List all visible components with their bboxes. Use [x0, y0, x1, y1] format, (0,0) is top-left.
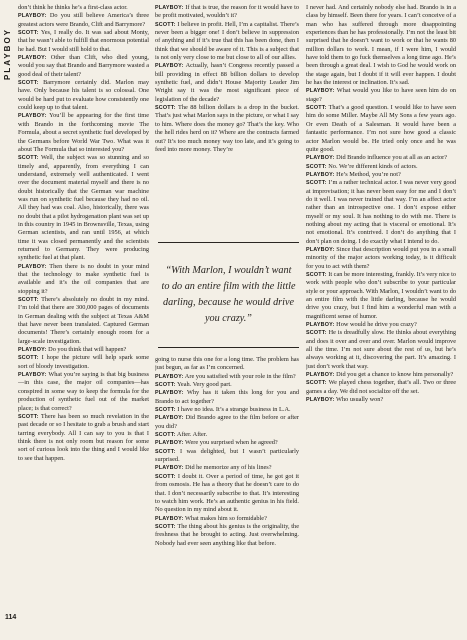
speaker-label: SCOTT:	[18, 355, 39, 362]
interview-paragraph	[155, 373, 299, 381]
paragraph-text: Then there is no doubt in your mind that the technology to make synthetic fuel is available and it’s the oil companies that are stopping it?	[18, 262, 149, 295]
paragraph-text: After. After.	[176, 431, 208, 439]
interview-paragraph	[155, 473, 299, 515]
interview-paragraph	[155, 356, 299, 373]
paragraph-text: Were you surprised when he agreed?	[185, 439, 278, 447]
speaker-label: SCOTT:	[155, 105, 176, 112]
interview-paragraph	[155, 515, 299, 523]
speaker-label: PLAYBOY:	[155, 515, 184, 522]
speaker-label: SCOTT:	[155, 382, 176, 389]
interview-paragraph	[18, 371, 149, 413]
interview-paragraph	[306, 104, 456, 154]
speaker-label: PLAYBOY:	[18, 13, 47, 20]
paragraph-text: The thing about his genius is the originality, the freshness that he brought to acting. Just overwhelming. Nobody had ever seen anything like that before.	[155, 522, 299, 547]
paragraph-text: I never had. And certainly nobody else had. Brando is in a class by himself. Been there for years. I can’t conceive of a man who has suffered through more disappointing experiences than he has professionally. I’m not the least bit surprised that he doesn’t want to work or that he wants 80 million dollars to work. I mean, if I were him, I would have told them to go fuck themselves a long time ago. He’s been through a great deal. I wish to God he would work on the stage again, but I doubt if it will ever happen. I doubt he has the interest or inclination. It’s sad.	[306, 4, 456, 87]
paragraph-text: That’s a good question. I would like to have seen him do some Miller. Maybe All My Sons a few years ago. Or even Death of a Salesman. It would have been a fantastic performance. I’m not sure how good a classic actor Marlon would be. He tried only once and he was quite good.	[306, 104, 456, 153]
paragraph-text: Since that description would put you in a small minority of the major actors working today, is it difficult for you to act with them?	[306, 245, 456, 270]
speaker-label: SCOTT:	[18, 297, 39, 304]
speaker-label: SCOTT:	[18, 413, 39, 420]
interview-paragraph	[306, 329, 456, 371]
speaker-label: SCOTT:	[155, 21, 176, 28]
interview-paragraph	[18, 346, 149, 354]
speaker-label: PLAYBOY:	[155, 390, 184, 397]
interview-paragraph	[155, 439, 299, 447]
paragraph-text: Who usually won?	[336, 396, 384, 404]
speaker-label: PLAYBOY:	[306, 246, 335, 253]
interview-paragraph	[18, 12, 149, 29]
text-column-1	[18, 4, 149, 604]
paragraph-text: What makes him so formidable?	[185, 514, 267, 522]
interview-paragraph	[155, 21, 299, 63]
interview-paragraph	[306, 4, 456, 87]
interview-paragraph	[155, 381, 299, 389]
speaker-label: PLAYBOY:	[306, 155, 335, 162]
speaker-label: SCOTT:	[306, 272, 327, 278]
speaker-label: SCOTT:	[306, 163, 327, 170]
paragraph-text: Did Brando influence you at all as an actor?	[336, 154, 447, 162]
text-column-3	[306, 4, 456, 604]
interview-paragraph	[18, 54, 149, 79]
paragraph-text: Do you think that will happen?	[48, 346, 127, 354]
speaker-label: PLAYBOY:	[18, 263, 47, 270]
speaker-label: PLAYBOY:	[18, 55, 47, 62]
interview-paragraph	[18, 112, 149, 154]
interview-paragraph	[155, 406, 299, 414]
interview-paragraph	[18, 413, 149, 463]
interview-paragraph	[18, 29, 149, 54]
speaker-label: SCOTT:	[306, 180, 327, 187]
speaker-label: SCOTT:	[155, 473, 176, 480]
speaker-label: PLAYBOY:	[155, 373, 184, 380]
text-column-2-bottom	[155, 356, 299, 606]
interview-paragraph	[306, 87, 456, 104]
interview-paragraph	[306, 163, 456, 171]
interview-paragraph	[18, 154, 149, 262]
paragraph-text: don’t think he thinks he’s a first-class actor.	[18, 4, 128, 11]
interview-paragraph	[155, 464, 299, 472]
paragraph-text: He is dreadfully slow. He thinks about everything and does it over and over and over. Marlon would improve all the time. I’m not sure about the rest of us, but he’s always working at it, discovering the part. It’s amazing. I just don’t work that way.	[306, 329, 456, 370]
interview-paragraph	[306, 396, 456, 404]
paragraph-text: No. We’re different kinds of actors.	[328, 162, 418, 170]
speaker-label: SCOTT:	[18, 155, 39, 162]
paragraph-text: How would he drive you crazy?	[336, 321, 417, 329]
paragraph-text: I doubt it. Over a period of time, he got got it from osmosis. He has a theory that he doesn’t care to do that. I don’t necessarily subscribe to that. It’s interesting to watch him work. He’s an authentic genius in his field. No question in my mind about it.	[155, 472, 299, 514]
interview-paragraph	[306, 171, 456, 179]
speaker-label: PLAYBOY:	[306, 322, 335, 329]
magazine-name-label: PLAYBOY	[3, 28, 12, 80]
text-column-2-top	[155, 4, 299, 234]
paragraph-text: Other than Clift, who died young, would you say that Brando and Barrymore wasted a good deal of their talent?	[18, 54, 149, 78]
paragraph-text: Are you satisfied with your role in the film?	[184, 372, 296, 380]
speaker-label: PLAYBOY:	[306, 397, 335, 404]
speaker-label: PLAYBOY:	[18, 347, 47, 354]
paragraph-text: The 88 billion dollars is a drop in the bucket. That’s just what Marlon says in the picture, or what I say to him. Where does the money go? That’s the key. Who the hell rides herd on it? Where are the contracts farmed out? It’s too much money way too late, and it’s going to feed into more money. They’re	[155, 104, 299, 153]
paragraph-text: It can be more interesting, frankly. It’s very nice to work with people who don’t subscribe to your particular style or your approach. With Marlon, I wouldn’t want to do an entire film with the little darling, because he would drive you crazy, but I find him a wonderful man with a magnificent sense of humor.	[306, 271, 456, 320]
speaker-label: SCOTT:	[18, 30, 39, 37]
paragraph-text: There’s absolutely no doubt in my mind. I’m told that there are 300,000 pages of documents in German dealing with the subject at Texas A&M that have never been translated. Captured German documents! There’s certainly enough room for a large-scale investigation.	[18, 296, 149, 345]
paragraph-text: going to nurse this one for a long time. The problem has just begun, as far as I’m concerned.	[155, 356, 299, 372]
speaker-label: PLAYBOY:	[306, 88, 335, 95]
paragraph-text: If that is true, the reason for it would have to be profit motivated, wouldn’t it?	[155, 4, 299, 20]
speaker-label: SCOTT:	[18, 80, 39, 87]
speaker-label: SCOTT:	[155, 448, 176, 455]
paragraph-text: Did he memorize any of his lines?	[185, 464, 272, 472]
paragraph-text: I believe in profit. Hell, I’m a capitalist. There’s never been a bigger one! I don’t believe in suppression of anything and if it’s true that this has been done, then I think that we should be aware of it. This is a subject that is not only very close to me but close to all of our allies.	[155, 20, 299, 62]
interview-paragraph	[18, 296, 149, 346]
paragraph-text: You’ll be appearing for the first time with Brando in the forthcoming movie The Formula, about a secret synthetic fuel developed by the Germans before World War Two. What was it about The Formula that so interested you?	[18, 112, 149, 153]
speaker-label: PLAYBOY:	[306, 372, 335, 379]
interview-paragraph	[306, 246, 456, 271]
speaker-label: PLAYBOY:	[18, 372, 47, 379]
paragraph-text: I hope the picture will help spark some sort of bloody investigation.	[18, 354, 149, 370]
speaker-label: SCOTT:	[306, 330, 327, 337]
interview-paragraph	[306, 321, 456, 329]
speaker-label: SCOTT:	[306, 105, 327, 112]
interview-paragraph	[306, 379, 456, 396]
interview-paragraph	[155, 389, 299, 406]
interview-paragraph	[18, 263, 149, 296]
speaker-label: PLAYBOY:	[155, 440, 184, 447]
paragraph-text: Barrymore certainly did. Marlon may have. Only because his talent is so colossal. One would be hard put to evaluate how consistently one could keep up to that talent.	[18, 79, 149, 112]
paragraph-text: Well, the subject was so stunning and so timely and, apparently, from everything I can understand, extremely well authenticated. I went over the document material myself and there is no doubt historically that the German war machine was run on synthetic fuel because they had no oil. All they had was coal. Also, historically, there was no doubt that a pilot hydrogenation plant was set up in this country in 1945 in Brownsville, Texas, using German scientists, and ran until 1956, at which time it was closed permanently and the scientists returned to Germany. They were producing synthetic fuel at that plant.	[18, 154, 149, 262]
paragraph-text: Why has it taken this long for you and Brando to act together?	[155, 389, 299, 405]
speaker-label: SCOTT:	[155, 407, 176, 414]
paragraph-text: Did Brando agree to the film before or after you did?	[155, 414, 299, 430]
speaker-label: PLAYBOY:	[155, 415, 184, 422]
pull-quote	[158, 242, 299, 348]
speaker-label: PLAYBOY:	[155, 63, 184, 70]
speaker-label: PLAYBOY:	[306, 171, 335, 178]
interview-paragraph	[155, 523, 299, 548]
paragraph-text: I was delighted, but I wasn’t particularly surprised.	[155, 447, 299, 464]
paragraph-text: He’s Method, you’re not?	[336, 170, 401, 178]
interview-paragraph	[155, 104, 299, 154]
speaker-label: PLAYBOY:	[155, 465, 184, 472]
paragraph-text: Yes, I really do. It was sad about Monty, that he wasn’t able to fulfill that enormous potential he had. But I would still hold to that.	[18, 29, 149, 53]
pull-quote-text: “With Marlon, I wouldn’t want to do an entire film with the little darling, because he would drive you crazy.”	[161, 265, 296, 324]
paragraph-text: Actually, hasn’t Congress recently passed a bill providing in effect 88 billion dollars to develop synthetic fuel, and didn’t House Majority Leader Jim Wright say it was the most significant piece of legislation of the decade?	[155, 62, 299, 103]
interview-paragraph	[155, 4, 299, 21]
interview-paragraph	[155, 414, 299, 431]
interview-paragraph	[155, 431, 299, 439]
interview-paragraph	[18, 79, 149, 112]
speaker-label: SCOTT:	[155, 523, 176, 530]
speaker-label: SCOTT:	[155, 432, 176, 439]
paragraph-text: Yeah. Very good part.	[177, 381, 232, 389]
interview-paragraph	[306, 371, 456, 379]
interview-paragraph	[18, 4, 149, 12]
paragraph-text: What would you like to have seen him do on stage?	[306, 87, 456, 103]
interview-paragraph	[18, 354, 149, 371]
interview-paragraph	[306, 154, 456, 162]
speaker-label: PLAYBOY:	[18, 113, 47, 120]
paragraph-text: We played chess together, that’s all. Two or three games a day. We did not socialize off the set.	[306, 379, 456, 395]
interview-paragraph	[155, 62, 299, 104]
page-number: 114	[5, 614, 17, 621]
interview-paragraph	[306, 179, 456, 246]
speaker-label: PLAYBOY:	[155, 5, 184, 11]
paragraph-text: I’m a rather technical actor. I was never very good at improvisation; it has never been easy for me and I don’t do it well. I was never trained that way. I’m an affect actor rather than an introspective one. I don’t expose either myself or my soul. It has nothing to do with me. There is nothing about my acting that is visceral or emotional. It’s not emotional. It’s contrived. I don’t do anything that I don’t plan on doing. I do exactly what I intend to do.	[306, 179, 456, 245]
paragraph-text: I have no idea. It’s a strange business in L.A.	[177, 406, 291, 414]
paragraph-text: Do you still believe America’s three greatest actors were Brando, Clift and Barrymore?	[18, 12, 149, 28]
interview-paragraph	[306, 271, 456, 321]
speaker-label: SCOTT:	[306, 380, 327, 387]
interview-paragraph	[155, 448, 299, 465]
paragraph-text: What you’re saying is that big business—in this case, the major oil companies—has conspired in some way to keep the formula for the production of synthetic fuel out of the market place; is that correct?	[18, 371, 149, 412]
paragraph-text: There has been so much revelation in the past decade or so I hesitate to grab a brush and start tarring everybody. All I can say to you is that I think there is not only room but reason for some sort of curious look into the thing and I would like to see that happen.	[18, 412, 149, 462]
paragraph-text: Did you get a chance to know him personally?	[336, 371, 454, 379]
